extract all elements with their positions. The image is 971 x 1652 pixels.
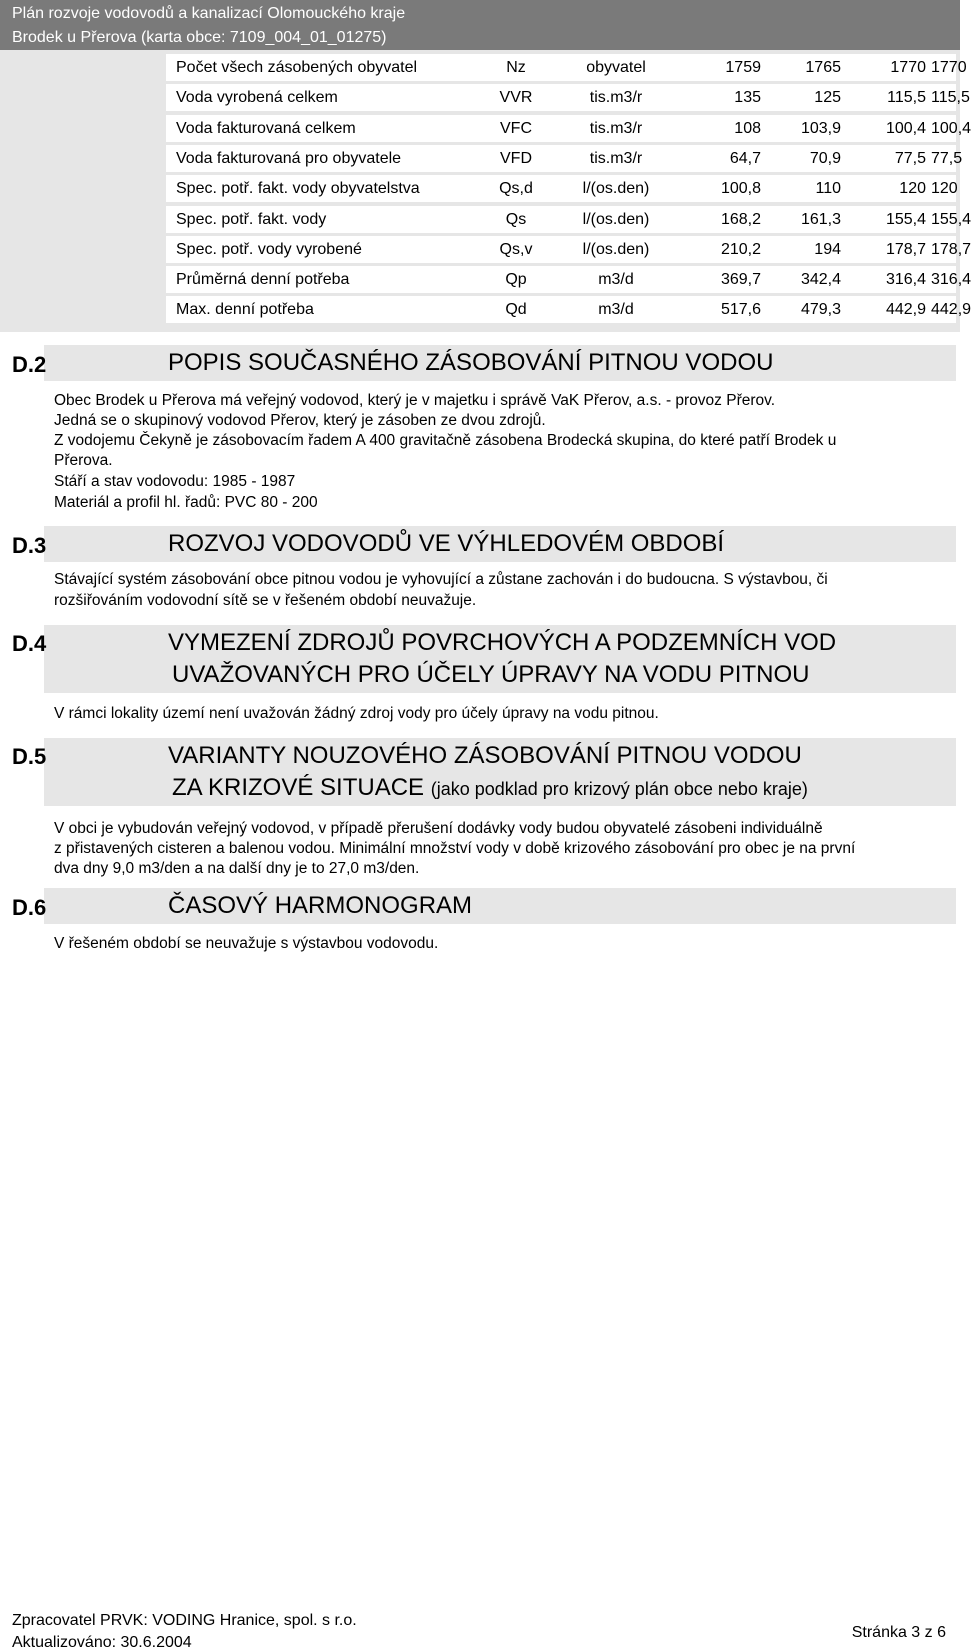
table-cell-unit: l/(os.den) <box>582 180 650 198</box>
table-cell-code: VFD <box>500 149 532 167</box>
table-cell-v3: 316,4 <box>885 271 926 289</box>
table-cell-v1: 168,2 <box>720 210 761 228</box>
table-cell-v4: 115,5 <box>931 89 970 107</box>
table-cell-unit: l/(os.den) <box>582 210 650 228</box>
footer-processor: Zpracovatel PRVK: VODING Hranice, spol. s r.o. <box>12 1612 357 1629</box>
table-cell-v4: 155,4 <box>931 210 971 228</box>
table-cell-name: Max. denní potřeba <box>176 301 314 319</box>
table-cell-name: Průměrná denní potřeba <box>176 271 350 289</box>
table-cell-v4: 100,4 <box>931 119 971 137</box>
section-d4-number: D.4 <box>12 631 47 656</box>
table-cell-code: VVR <box>499 89 533 107</box>
table-cell-name: Spec. potř. vody vyrobené <box>176 240 362 258</box>
table-row <box>166 206 971 233</box>
document-header <box>0 0 960 50</box>
table-row <box>166 175 956 202</box>
table-cell-v1: 100,8 <box>720 180 761 198</box>
table-cell-v1: 1759 <box>725 59 761 76</box>
table-row <box>166 145 963 172</box>
section-d5-number: D.5 <box>12 744 47 769</box>
table-cell-v3: 155,4 <box>885 210 926 228</box>
section-d2-line: Z vodojemu Čekyně je zásobovacím řadem A 400 gravitačně zásobena Brodecká skupina, do které patří Brodek u <box>54 432 837 449</box>
section-d2-line: Přerova. <box>54 452 113 469</box>
table-cell-v2: 110 <box>815 180 841 198</box>
table-cell-v2: 194 <box>814 240 841 258</box>
table-cell-name: Spec. potř. fakt. vody <box>176 210 327 228</box>
table-cell-v3: 442,9 <box>885 301 926 319</box>
section-d5-title-line1: VARIANTY NOUZOVÉHO ZÁSOBOVÁNÍ PITNOU VODOU <box>168 742 802 769</box>
table-cell-v2: 70,9 <box>809 149 841 167</box>
section-d5-line: z přistavených cisteren a balenou vodou. Minimální množství vody v době krizového zásobování pro obec je na první <box>54 840 856 857</box>
table-cell-unit: tis.m3/r <box>589 119 643 137</box>
table-cell-v3: 77,5 <box>894 149 926 167</box>
table-cell-name: Voda fakturovaná pro obyvatele <box>176 149 402 167</box>
table-row <box>166 236 971 263</box>
section-d6-number: D.6 <box>12 895 47 920</box>
table-row <box>166 84 970 111</box>
section-d5-title-line2 <box>172 774 808 802</box>
table-cell-v4: 120 <box>931 180 958 198</box>
section-d3-title: ROZVOJ VODOVODŮ VE VÝHLEDOVÉM OBDOBÍ <box>168 530 725 557</box>
section-d6-line: V řešeném období se neuvažuje s výstavbou vodovodu. <box>54 935 439 952</box>
section-d5-line: dva dny 9,0 m3/den a na další dny je to 27,0 m3/den. <box>54 860 420 877</box>
section-d2-line: Jedná se o skupinový vodovod Přerov, který je zásoben ze dvou zdrojů. <box>54 412 546 429</box>
table-cell-v4: 77,5 <box>931 149 963 167</box>
section-d5-line: V obci je vybudován veřejný vodovod, v případě přerušení dodávky vody budou obyvatelé zásobeni individuálně <box>54 820 823 837</box>
table-cell-code: Nz <box>506 59 526 76</box>
table-cell-v2: 125 <box>814 89 841 107</box>
table-cell-code: Qs,v <box>499 240 533 258</box>
table-cell-v2: 103,9 <box>800 119 841 137</box>
table-row <box>166 115 971 142</box>
table-cell-v3: 178,7 <box>885 240 926 258</box>
table-cell-name: Počet všech zásobených obyvatel <box>176 59 418 76</box>
table-cell-unit: l/(os.den) <box>582 240 650 258</box>
section-d6-title: ČASOVÝ HARMONOGRAM <box>168 892 473 919</box>
table-cell-unit: obyvatel <box>586 59 646 76</box>
table-cell-v1: 64,7 <box>729 149 761 167</box>
section-d4-line: V rámci lokality území není uvažován žádný zdroj vody pro účely úpravy na vodu pitnou. <box>54 705 659 722</box>
table-cell-v3: 120 <box>899 180 926 198</box>
section-d4-title-line2: UVAŽOVANÝCH PRO ÚČELY ÚPRAVY NA VODU PITNOU <box>172 661 810 688</box>
footer-updated: Aktualizováno: 30.6.2004 <box>12 1634 192 1651</box>
section-d2-title: POPIS SOUČASNÉHO ZÁSOBOVÁNÍ PITNOU VODOU <box>168 349 774 376</box>
table-cell-v2: 1765 <box>805 59 841 76</box>
table-cell-v1: 369,7 <box>720 271 761 289</box>
table-cell-code: Qs <box>505 210 527 228</box>
table-cell-unit: m3/d <box>598 301 634 319</box>
table-cell-unit: tis.m3/r <box>589 89 643 107</box>
table-cell-code: Qp <box>505 271 527 289</box>
table-cell-v1: 108 <box>734 119 761 137</box>
section-d2-number: D.2 <box>12 352 47 377</box>
section-d3-line: rozšiřováním vodovodní sítě se v řešeném období neuvažuje. <box>54 592 477 609</box>
table-cell-v3: 100,4 <box>885 119 926 137</box>
table-cell-v4: 316,4 <box>931 271 971 289</box>
table-cell-unit: tis.m3/r <box>589 149 643 167</box>
table-cell-v3: 115,5 <box>887 89 926 107</box>
section-d2-line: Obec Brodek u Přerova má veřejný vodovod, který je v majetku i správě VaK Přerov, a.s. - provoz Přerov. <box>54 392 776 409</box>
table-row <box>166 266 971 293</box>
table-cell-unit: m3/d <box>598 271 634 289</box>
section-d2-line: Materiál a profil hl. řadů: PVC 80 - 200 <box>54 494 318 511</box>
table-cell-name: Voda vyrobená celkem <box>176 89 338 107</box>
section-d4-title-line1: VYMEZENÍ ZDROJŮ POVRCHOVÝCH A PODZEMNÍCH VOD <box>168 629 837 656</box>
section-d3-number: D.3 <box>12 533 47 558</box>
table-cell-name: Voda fakturovaná celkem <box>176 119 356 137</box>
table-cell-v1: 517,6 <box>720 301 761 319</box>
table-cell-v2: 479,3 <box>800 301 841 319</box>
section-d5-title2-main: ZA KRIZOVÉ SITUACE <box>172 774 425 801</box>
table-cell-v4: 442,9 <box>931 301 971 319</box>
table-cell-code: Qd <box>505 301 527 319</box>
footer-page-number: Stránka 3 z 6 <box>851 1624 946 1641</box>
section-d3-line: Stávající systém zásobování obce pitnou vodou je vyhovující a zůstane zachován i do budoucna. S výstavbou, či <box>54 571 828 588</box>
table-cell-v4: 1770 <box>931 59 967 76</box>
table-cell-v4: 178,7 <box>931 240 971 258</box>
table-cell-v1: 210,2 <box>720 240 761 258</box>
section-d2-line: Stáří a stav vodovodu: 1985 - 1987 <box>54 473 296 490</box>
header-title: Plán rozvoje vodovodů a kanalizací Olomouckého kraje <box>12 5 406 22</box>
table-row <box>166 296 971 323</box>
table-cell-code: Qs,d <box>499 180 533 198</box>
table-row <box>166 54 967 81</box>
table-cell-v2: 342,4 <box>800 271 841 289</box>
water-demand-table <box>0 50 971 332</box>
header-subtitle: Brodek u Přerova (karta obce: 7109_004_01_01275) <box>12 29 387 46</box>
table-cell-v1: 135 <box>734 89 761 107</box>
table-cell-v2: 161,3 <box>800 210 841 228</box>
table-cell-name: Spec. potř. fakt. vody obyvatelstva <box>176 180 420 198</box>
table-cell-code: VFC <box>500 119 532 137</box>
section-d5-title2-note: (jako podklad pro krizový plán obce nebo kraje) <box>430 779 808 799</box>
table-cell-v3: 1770 <box>890 59 926 76</box>
